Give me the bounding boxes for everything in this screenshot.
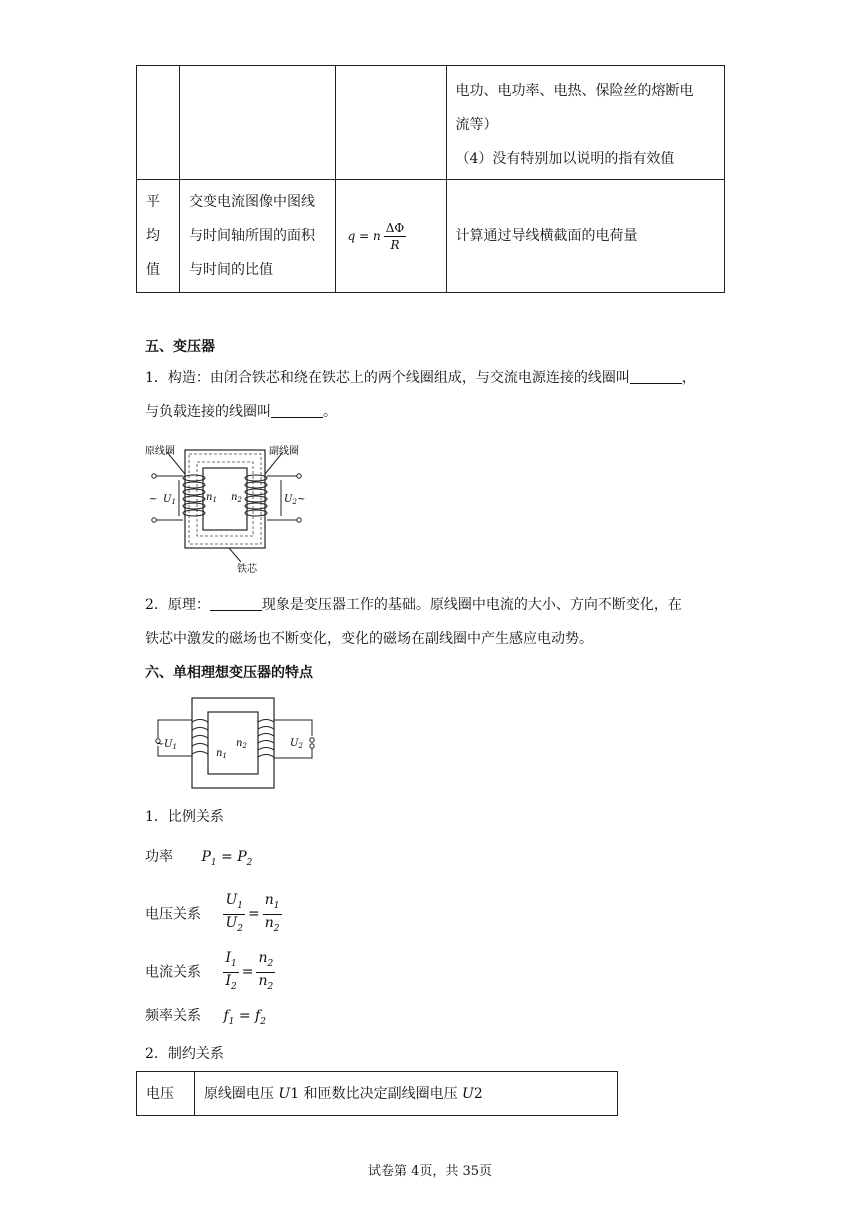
ac-symbol: ~ [156, 739, 165, 750]
construction-line1: 1．构造：由闭合铁芯和绕在铁芯上的两个线圈组成，与交流电源连接的线圈叫 ， [145, 367, 696, 389]
n2-label: $n_2$ [236, 738, 247, 750]
primary-coil-label: 原线圈 [145, 446, 175, 457]
n1-label: $n_1$ [206, 492, 217, 504]
n2-label: $n_2$ [231, 492, 242, 504]
average-value-label: 平 均 值 [137, 180, 180, 293]
ratio-title: 1．比例关系 [145, 809, 224, 825]
constraint-table [136, 1071, 618, 1116]
constraint-label: 电压 [137, 1072, 195, 1116]
charge-formula: q = n $\frac{\Delta\Phi}{R}$ [335, 180, 446, 293]
transformer-structure-diagram [145, 438, 310, 578]
frequency-formula: $f_1 = f_2$ [223, 1008, 266, 1027]
top-table [136, 65, 725, 293]
table-row [137, 180, 725, 293]
construction-line2: 与负载连接的线圈叫 。 [145, 401, 337, 423]
current-formula-lhs: $\frac{I_1}{I_2}$ [225, 950, 237, 992]
ac-symbol: ~ [297, 494, 306, 505]
u1-label: $U_1$ [163, 494, 176, 506]
ac-symbol: ~ [149, 494, 158, 505]
answer-blank[interactable] [210, 594, 262, 611]
core-label: 铁芯 [237, 564, 257, 575]
power-relation: 功率 $P_1 = P_2$ [145, 849, 253, 868]
section6-title: 六、单相理想变压器的特点 [145, 665, 313, 681]
n1-label: $n_1$ [216, 748, 227, 760]
answer-blank[interactable] [630, 367, 682, 384]
principle-line2: 铁芯中激发的磁场也不断变化，变化的磁场在副线圈中产生感应电动势。 [145, 631, 593, 647]
secondary-coil-label: 副线圈 [269, 446, 299, 457]
constraint-text: 原线圈电压 U1 和匝数比决定副线圈电压 U2 [194, 1072, 617, 1116]
constraint-title: 2．制约关系 [145, 1046, 224, 1062]
table-row [137, 66, 725, 180]
page-footer: 试卷第 4页，共 35页 [367, 1164, 493, 1179]
section5-title: 五、变压器 [145, 339, 215, 355]
table-row [137, 1072, 618, 1116]
u2-label: $U_2$ [284, 494, 297, 506]
u1-label: $U_1$ [164, 739, 177, 751]
voltage-formula-lhs: $\frac{U_1}{U_2}$ [225, 892, 243, 934]
frequency-relation: 频率关系 $f_1 = f_2$ [145, 1008, 266, 1027]
voltage-relation: 电压关系 $\frac{U_1}{U_2}$ = $\frac{n_1}{n_2}$ [145, 892, 282, 937]
voltage-formula-rhs: $\frac{n_1}{n_2}$ [264, 892, 280, 934]
current-formula-rhs: $\frac{n_2}{n_2}$ [258, 950, 274, 992]
ideal-transformer-diagram [150, 694, 322, 792]
u2-label: $U_2$ [290, 738, 303, 750]
current-relation: 电流关系 $\frac{I_1}{I_2}$ = $\frac{n_2}{n_2}$ [145, 950, 275, 995]
principle-line1: 2．原理： 现象是变压器工作的基础。原线圈中电流的大小、方向不断变化，在 [145, 594, 682, 616]
power-formula: $P_1 = P_2$ [201, 849, 253, 868]
average-value-definition: 交变电流图像中图线 与时间轴所围的面积 与时间的比值 [179, 180, 335, 293]
effective-value-notes: 电功、电功率、电热、保险丝的熔断电 流等） （4）没有特别加以说明的指有效值 [446, 66, 725, 180]
answer-blank[interactable] [271, 401, 323, 418]
charge-usage: 计算通过导线横截面的电荷量 [446, 180, 725, 293]
